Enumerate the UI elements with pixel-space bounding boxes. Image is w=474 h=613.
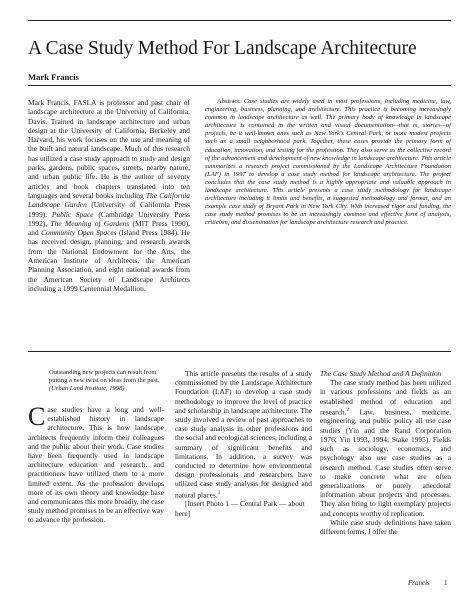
- book-title: Community Open Spaces: [41, 228, 117, 238]
- author-name: Mark Francis: [28, 72, 79, 82]
- book-title: The California Landscape Garden: [28, 190, 191, 210]
- book-title: Public Space: [51, 209, 94, 219]
- top-rule: [28, 20, 451, 21]
- page-number: 1: [444, 579, 448, 587]
- running-footer-author: Francis: [408, 579, 430, 587]
- section-rule: [28, 351, 451, 352]
- author-rule: [28, 85, 451, 86]
- photo-placeholder: [Insert Photo 1 — Central Park — about here]: [175, 499, 305, 518]
- epigraph-source: (Urban Land Institute, 1998): [49, 385, 125, 393]
- article-title: A Case Study Method For Landscape Architecture: [28, 38, 417, 59]
- definition-paragraph: While case study definitions have taken different forms, I offer the: [320, 517, 451, 536]
- book-title: The Meaning of Gardens: [50, 218, 130, 228]
- section-heading: The Case Study Method and A Definition: [320, 369, 442, 378]
- footnote-marker: 2: [346, 407, 349, 413]
- body-column-1: [28, 402, 164, 525]
- drop-cap: C: [28, 402, 46, 431]
- body-column-2: [175, 369, 312, 518]
- abstract: [205, 98, 451, 228]
- body-column-3: The Case Study Method and A Definition The case study method has been utilized in various professions and fields as an established method of education and research.$^2$ Law, business, medicine, engineering, and public policy all use case studies (Yin and the Rand Corporation 1976; Yin 1993, 1994; Stake 1995). Fields such as sociology, economics, and psychology also use case studies as a research method. Case studies often serve to make concrete what are often generalizations or purely anecdotal information about projects and processes. They also bring to light exemplary projects and concepts worthy of replication. While case study definitions have taken different forms, I offer the: [320, 369, 451, 536]
- epigraph: [49, 369, 161, 393]
- footnote-marker: 1: [217, 490, 221, 496]
- intro-paragraph: ase studies have a long and well-established history in landscape architecture. This is how landscape architects frequently inform their colleagues and the public about their work. Case studies have been frequently used in landscape architecture education and research, and practitioners have utilized them to a more limited extent. As the profession develops more of its own theory and knowledge base and communicates this more broadly, the case study method promises to be an effective way to advance the profession.: [28, 405, 164, 525]
- abstract-text: Case studies are widely used in most professions, including medicine, law, engineering, business, planning, and architecture. This practice is becoming increasingly common in landscape architecture as well. The primary body of knowledge in landscape architecture is contained in the written and visual documentation—that is, stories—of projects, be it well-known ones such as New York's Central Park, or more modest projects such as a small neighborhood park. Together, these cases provide the primary form of education, innovation, and testing for the profession. They also serve as the collective record of the advancement and development of new knowledge in landscape architecture. This article summarizes a research project commissioned by the Landscape Architecture Foundation (LAF) in 1997 to develop a case study method for landscape architecture. The project concludes that the case study method is a highly appropriate and valuable approach in landscape architecture. This article presents a case study methodology for landscape architecture including it limits and benefits, a suggested methodology and format, and an example case study of Bryant Park in New York City. With increased rigor and funding, the case study method promises to be an increasingly common and effective form of analysis, criticism, and dissemination for landscape architecture research and practice.: [205, 98, 451, 227]
- study-paragraph: This article presents the results of a study commissioned by the Landscape Architecture Foundation (LAF) to develop a case study methodology to improve the level of practice and scholarship in landscape architecture. The study involved a review of past approaches to case study analysis in other professions and the social and ecological sciences, including a summary of significant benefits and limitations. In addition, a survey was conducted to determine how environmental design professionals and researchers have utilized case study analysis for designed and natural places.: [175, 369, 312, 500]
- abstract-label: Abstract:: [217, 98, 244, 105]
- epigraph-quote: Outstanding new projects can result from putting a new twist on ideas from the past.: [49, 369, 160, 385]
- author-bio: Mark Francis, FASLA is professor and past chair of landscape architecture at the University of California, Davis. Trained in landscape architecture and urban design at the University of California, Berkeley and Harvard, his work focuses on the use and meaning of the built and natural landscape. Much of this research has utilized a case study approach to study and design parks, gardens, public spaces, streets, nearby nature, and urban public life. He is the author of seventy articles and book chapters translated into ten languages and several books including The California Landscape Garden (University of California Press 1999), Public Space (Cambridge University Press 1992), The Meaning of Gardens (MIT Press 1990), and Community Open Spaces (Island Press 1984). He has received design, planning, and research awards from the National Endowment for the Arts, the American Institute of Architects, the American Planning Association, and eight national awards from the American Society of Landscape Architects including a 1999 Centennial Medallion.: [28, 98, 191, 293]
